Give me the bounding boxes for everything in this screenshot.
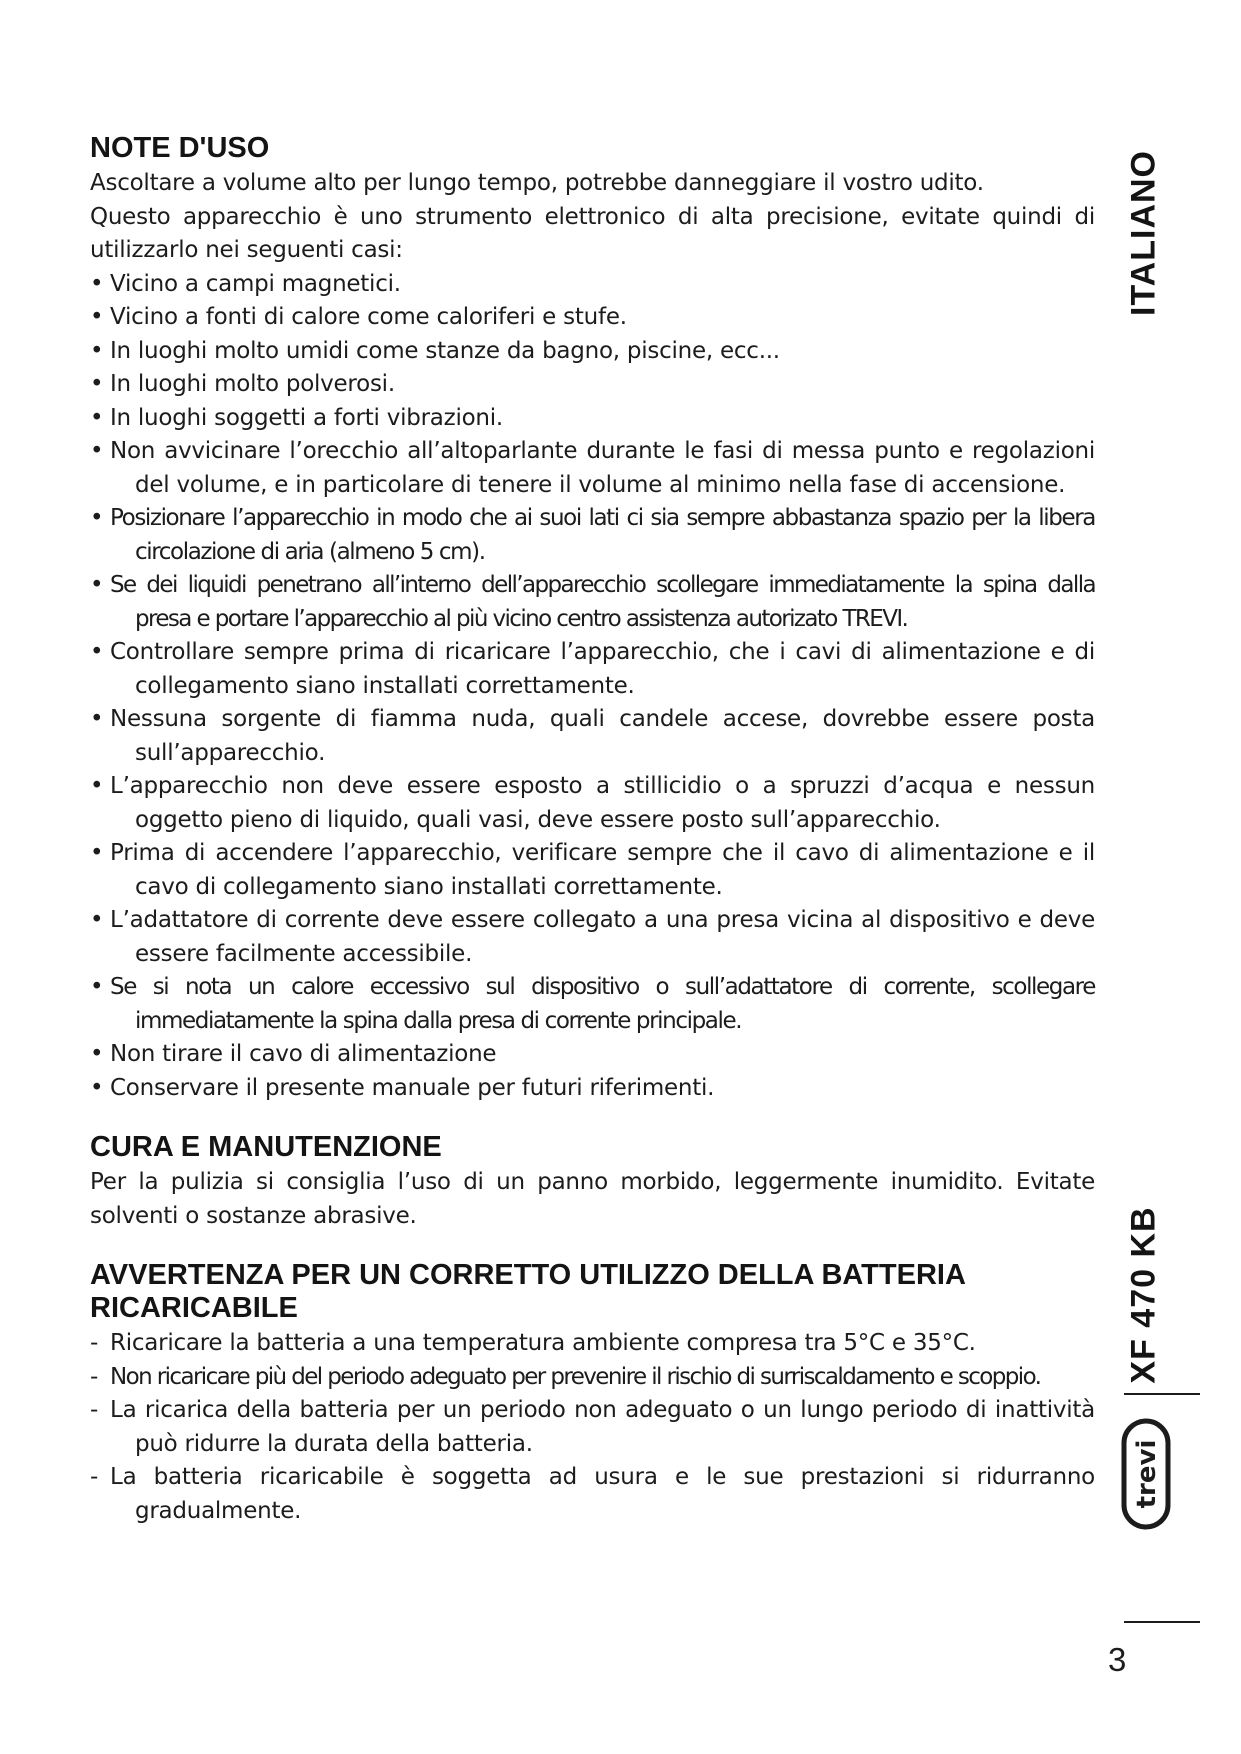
bullet-marker: • xyxy=(90,304,104,330)
list-item-text: La ricarica della batteria per un periodo non adeguato o un lungo periodo di inattività può ridurre la durata della batteria. xyxy=(110,1397,1095,1457)
section-note-uso xyxy=(90,132,1095,1105)
section-title: NOTE D'USO xyxy=(90,132,270,164)
list-item-text: Conservare il presente manuale per futuri riferimenti. xyxy=(110,1074,715,1101)
bullet-marker: • xyxy=(90,438,104,464)
list-item-text: Ricaricare la batteria a una temperatura ambiente compresa tra 5°C e 35°C. xyxy=(110,1330,976,1356)
list-item-text: In luoghi molto umidi come stanze da bagno, piscine, ecc... xyxy=(110,337,780,364)
trevi-logo xyxy=(1121,1418,1171,1530)
dash-marker: - xyxy=(90,1330,99,1356)
section-title: CURA E MANUTENZIONE xyxy=(90,1131,442,1163)
bullet-marker: • xyxy=(90,371,104,397)
list-item xyxy=(90,1072,1095,1106)
list-item xyxy=(90,335,1095,369)
paragraph: Questo apparecchio è uno strumento elettronico di alta precisione, evitate quindi di utilizzarlo nei seguenti casi: xyxy=(90,203,1095,263)
bullet-marker: • xyxy=(90,404,104,431)
divider xyxy=(1124,1393,1200,1395)
page-number: 3 xyxy=(1108,1641,1127,1678)
divider xyxy=(1124,1621,1200,1623)
section-batteria xyxy=(90,1259,1095,1528)
logo-text: trevi xyxy=(1132,1439,1162,1509)
bullet-list xyxy=(90,268,1095,1106)
list-item-text: La batteria ricaricabile è soggetta ad usura e le sue prestazioni si ridurranno gradualmente. xyxy=(110,1464,1095,1524)
list-item xyxy=(90,904,1095,971)
bullet-marker: • xyxy=(90,270,104,297)
list-item-text: In luoghi soggetti a forti vibrazioni. xyxy=(110,404,503,431)
bullet-marker: • xyxy=(90,974,103,1000)
dash-marker: - xyxy=(90,1464,99,1490)
bullet-marker: • xyxy=(90,337,104,364)
list-item xyxy=(90,1327,1095,1361)
bullet-marker: • xyxy=(90,907,104,933)
list-item xyxy=(90,703,1095,770)
list-item-text: In luoghi molto polverosi. xyxy=(110,371,395,397)
list-item-text: Controllare sempre prima di ricaricare l’apparecchio, che i cavi di alimentazione e di collegamento siano installati correttamente. xyxy=(110,639,1095,699)
paragraph: Per la pulizia si consiglia l’uso di un panno morbido, leggermente inumidito. Evitate solventi o sostanze abrasive. xyxy=(90,1169,1095,1229)
list-item xyxy=(90,268,1095,302)
list-item-text: Non tirare il cavo di alimentazione xyxy=(110,1041,497,1067)
list-item-text: L’apparecchio non deve essere esposto a stillicidio o a spruzzi d’acqua e nessun oggetto pieno di liquido, quali vasi, deve essere posto sull’apparecchio. xyxy=(110,773,1095,833)
dash-list xyxy=(90,1327,1095,1528)
language-label xyxy=(1122,140,1166,325)
bullet-marker: • xyxy=(90,706,104,732)
list-item-text: Vicino a campi magnetici. xyxy=(110,270,401,297)
page-content xyxy=(90,132,1095,1528)
list-item-text: L’adattatore di corrente deve essere collegato a una presa vicina al dispositivo e deve essere facilmente accessibile. xyxy=(110,907,1095,967)
bullet-marker: • xyxy=(90,572,102,598)
model-text: XF 470 KB xyxy=(1124,1206,1163,1384)
list-item xyxy=(90,435,1095,502)
list-item-text: Prima di accendere l’apparecchio, verificare sempre che il cavo di alimentazione e il cavo di collegamento siano installati correttamente. xyxy=(110,840,1095,900)
dash-marker: - xyxy=(90,1363,97,1390)
model-label xyxy=(1122,1205,1166,1385)
list-item xyxy=(90,1461,1095,1528)
list-item xyxy=(90,569,1095,636)
list-item-text: Posizionare l’apparecchio in modo che ai suoi lati ci sia sempre abbastanza spazio per la libera circolazione di aria (almeno 5 cm). xyxy=(110,505,1095,565)
bullet-marker: • xyxy=(90,505,103,531)
bullet-marker: • xyxy=(90,639,104,665)
list-item-text: Vicino a fonti di calore come caloriferi e stufe. xyxy=(110,304,627,330)
bullet-marker: • xyxy=(90,1074,104,1101)
bullet-marker: • xyxy=(90,840,104,866)
list-item-text: Non ricaricare più del periodo adeguato per prevenire il rischio di surriscaldamento e scoppio. xyxy=(110,1363,1041,1390)
dash-marker: - xyxy=(90,1397,99,1423)
section-cura-manutenzione xyxy=(90,1131,1095,1233)
bullet-marker: • xyxy=(90,773,104,799)
list-item xyxy=(90,770,1095,837)
list-item xyxy=(90,971,1095,1038)
list-item-text: Nessuna sorgente di fiamma nuda, quali candele accese, dovrebbe essere posta sull’apparecchio. xyxy=(110,706,1095,766)
list-item-text: Se si nota un calore eccessivo sul dispositivo o sull’adattatore di corrente, scollegare immediatamente la spina dalla presa di corrente principale. xyxy=(110,974,1095,1034)
list-item xyxy=(90,368,1095,402)
list-item xyxy=(90,1394,1095,1461)
list-item xyxy=(90,636,1095,703)
list-item-text: Non avvicinare l’orecchio all’altoparlante durante le fasi di messa punto e regolazioni del volume, e in particolare di tenere il volume al minimo nella fase di accensione. xyxy=(110,438,1095,498)
list-item xyxy=(90,402,1095,436)
list-item xyxy=(90,837,1095,904)
list-item-text: Se dei liquidi penetrano all’interno dell’apparecchio scollegare immediatamente la spina dalla presa e portare l’apparecchio al più vicino centro assistenza autorizato TREVI. xyxy=(110,572,1095,632)
list-item xyxy=(90,1361,1095,1395)
bullet-marker: • xyxy=(90,1041,104,1067)
list-item xyxy=(90,1038,1095,1072)
language-text: ITALIANO xyxy=(1124,149,1163,316)
list-item xyxy=(90,502,1095,569)
section-title: AVVERTENZA PER UN CORRETTO UTILIZZO DELLA BATTERIA RICARICABILE xyxy=(90,1259,965,1324)
paragraph: Ascoltare a volume alto per lungo tempo, potrebbe danneggiare il vostro udito. xyxy=(90,170,984,196)
list-item xyxy=(90,301,1095,335)
